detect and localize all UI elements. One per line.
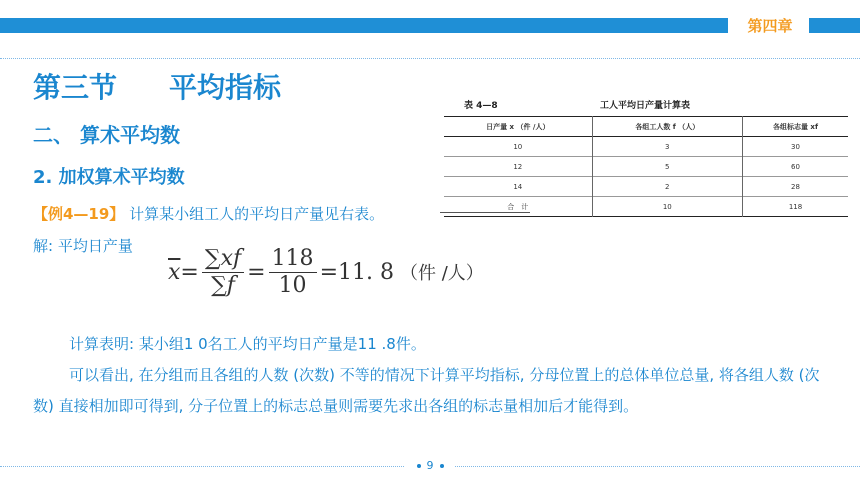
table-cell: 12 (513, 162, 523, 171)
solution-label: 解: 平均日产量 (33, 237, 133, 255)
chapter-label: 第四章 (747, 17, 793, 35)
formula-unit: （件 /人） (399, 263, 484, 284)
bullet-dot-icon (440, 464, 444, 468)
table-cell: 5 (592, 157, 742, 177)
section-title (33, 68, 281, 108)
header-cell: 日产量 x （件 /人） (486, 122, 550, 131)
formula-denominator-symbolic: ∑f (211, 272, 235, 298)
table-row (444, 137, 848, 157)
header-cell: 各组标志量 xf (743, 117, 848, 137)
paragraph-conclusion: 计算表明: 某小组1 0名工人的平均日产量是11 .8件。 (69, 335, 426, 353)
subheading-weighted-mean: 2. 加权算术平均数 (33, 167, 185, 188)
page-number (405, 458, 455, 474)
table-cell: 14 (513, 182, 523, 191)
table-title: 工人平均日产量计算表 (600, 101, 691, 111)
table-cell: 30 (743, 137, 848, 157)
table-label: 表 4—8 (464, 101, 498, 111)
formula-fraction-symbolic (202, 246, 244, 299)
table-cell: 60 (743, 157, 848, 177)
formula-numerator-symbolic: ∑xf (202, 246, 244, 273)
example-line (33, 203, 384, 225)
table-cell: 合 计 (507, 202, 529, 211)
example-tag: 【例4—19】 (33, 205, 125, 223)
header-bar-right (809, 18, 860, 33)
formula-result: =11. 8 (319, 259, 394, 285)
table-cell: 28 (743, 177, 848, 197)
table-cell: 2 (592, 177, 742, 197)
table-row (444, 157, 848, 177)
table-cell: 3 (592, 137, 742, 157)
formula-numerator-numeric: 118 (269, 246, 317, 273)
section-name: 平均指标 (169, 71, 282, 104)
header-bar-left (0, 18, 728, 33)
table-cell: 10 (513, 142, 523, 151)
table-cell: 10 (592, 197, 742, 217)
header-divider (0, 58, 860, 59)
weighted-mean-formula: $\overline{x}$ = $\frac{\sum xf}{\sum f}$ = $\frac{118}{10}$ =11. 8 （件 /人） (168, 245, 484, 298)
formula-denominator-numeric: 10 (278, 272, 307, 298)
table-header-row (444, 117, 848, 137)
bullet-dot-icon (417, 464, 421, 468)
paragraph-explanation: 可以看出, 在分组而且各组的人数 (次数) 不等的情况下计算平均指标, 分母位置上的总体单位总量, 将各组人数 (次数) 直接相加即可得到, 分子位置上的标志总量则需要先求出各组的标志量相加后才能得到。 (33, 366, 820, 415)
section-number: 第三节 (33, 71, 118, 104)
production-table (444, 116, 848, 217)
header-cell: 各组工人数 f （人） (592, 117, 742, 137)
formula-lhs: $\overline{x}$ (168, 259, 181, 285)
example-text: 计算某小组工人的平均日产量见右表。 (129, 205, 385, 223)
table-total-row (444, 197, 848, 217)
table-cell: 118 (743, 197, 848, 217)
formula-fraction-numeric (269, 246, 317, 299)
table-row (444, 177, 848, 197)
subheading-arithmetic-mean: 二、 算术平均数 (33, 123, 180, 147)
page-number-text: 9 (426, 459, 434, 472)
